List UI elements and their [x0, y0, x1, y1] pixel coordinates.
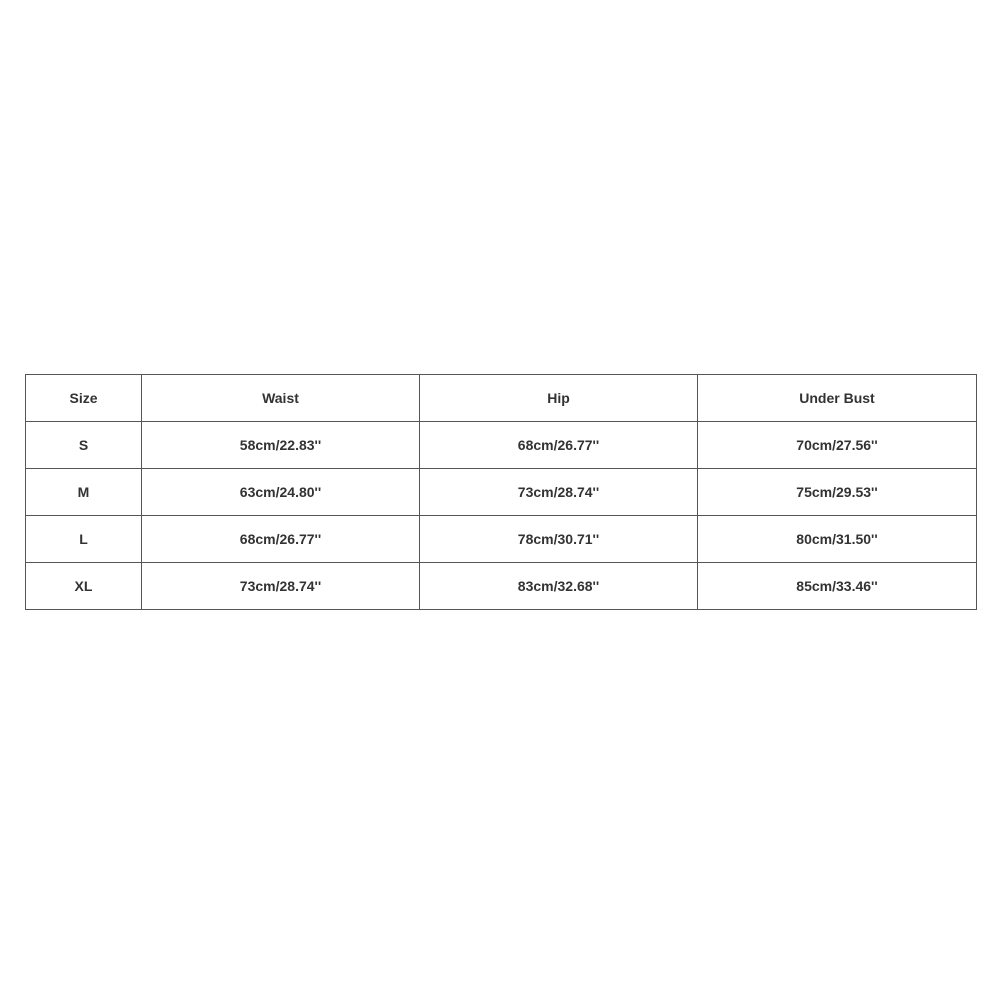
header-waist: Waist — [142, 375, 420, 422]
cell-hip: 73cm/28.74'' — [420, 469, 698, 516]
table-header-row — [26, 375, 977, 422]
cell-under-bust: 80cm/31.50'' — [698, 516, 977, 563]
table-row — [26, 563, 977, 610]
cell-size: S — [26, 422, 142, 469]
cell-under-bust: 75cm/29.53'' — [698, 469, 977, 516]
cell-waist: 73cm/28.74'' — [142, 563, 420, 610]
cell-hip: 78cm/30.71'' — [420, 516, 698, 563]
cell-size: M — [26, 469, 142, 516]
header-hip: Hip — [420, 375, 698, 422]
size-chart-table — [25, 374, 977, 610]
cell-under-bust: 85cm/33.46'' — [698, 563, 977, 610]
cell-hip: 83cm/32.68'' — [420, 563, 698, 610]
cell-size: L — [26, 516, 142, 563]
header-size: Size — [26, 375, 142, 422]
cell-waist: 63cm/24.80'' — [142, 469, 420, 516]
table-row — [26, 516, 977, 563]
cell-waist: 68cm/26.77'' — [142, 516, 420, 563]
cell-waist: 58cm/22.83'' — [142, 422, 420, 469]
cell-under-bust: 70cm/27.56'' — [698, 422, 977, 469]
table-row — [26, 422, 977, 469]
cell-hip: 68cm/26.77'' — [420, 422, 698, 469]
header-under-bust: Under Bust — [698, 375, 977, 422]
table-row — [26, 469, 977, 516]
cell-size: XL — [26, 563, 142, 610]
